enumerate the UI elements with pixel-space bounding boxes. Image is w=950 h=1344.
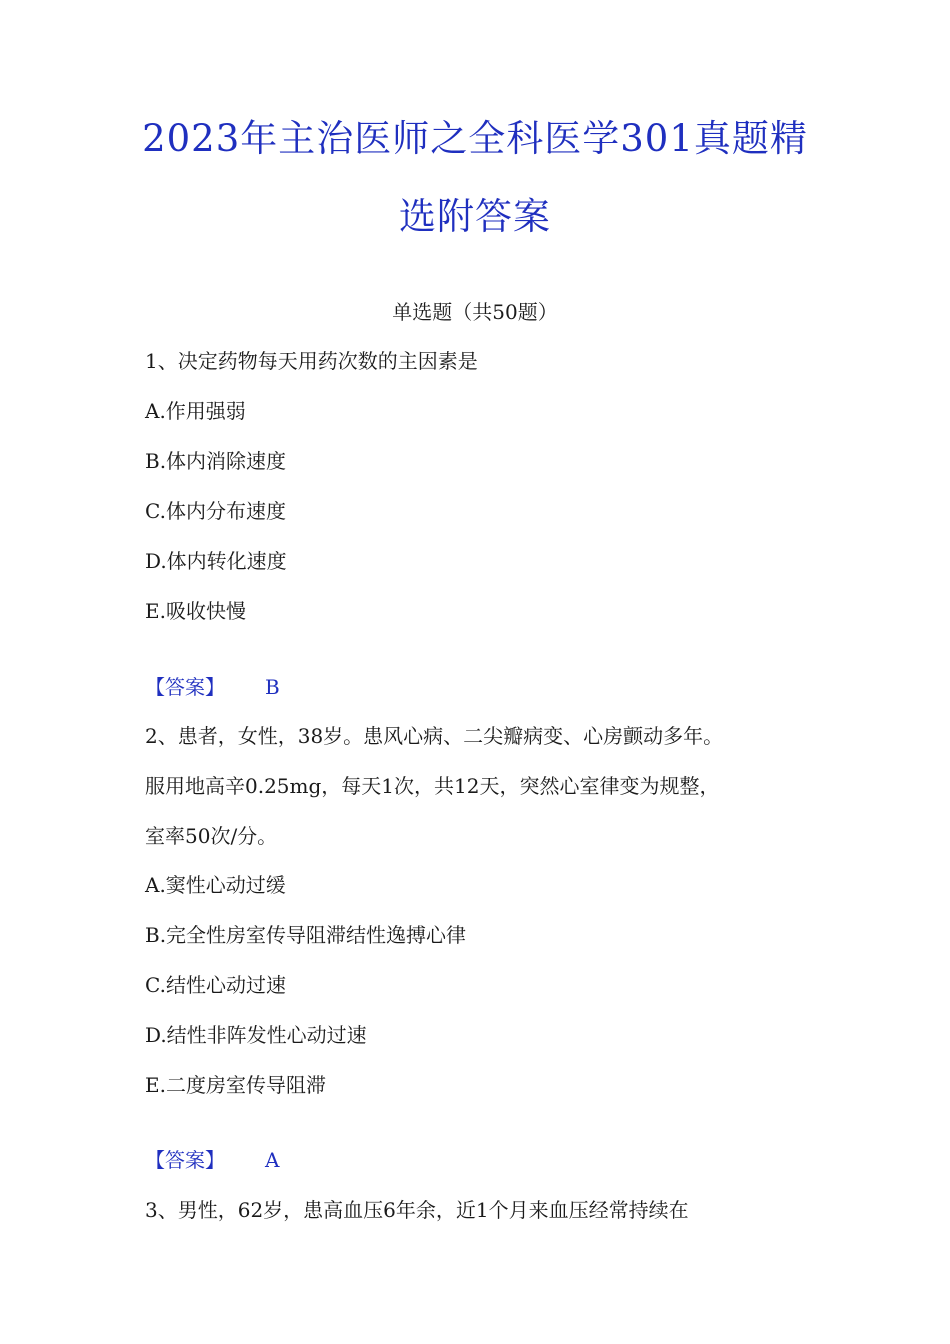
question-1-option-c: C.体内分布速度 <box>145 499 286 523</box>
section-heading: 单选题（共50题） <box>392 300 558 324</box>
question-1-stem: 1、决定药物每天用药次数的主因素是 <box>145 349 478 373</box>
answer-label: 【答案】 <box>145 675 225 699</box>
question-2-option-a: A.窦性心动过缓 <box>145 873 286 897</box>
question-2-option-b: B.完全性房室传导阻滞结性逸搏心律 <box>145 923 467 947</box>
document-title-line-1: 2023年主治医师之全科医学301真题精 <box>142 117 808 160</box>
question-2-stem-line-2: 服用地高辛0.25mg，每天1次，共12天，突然心室律变为规整， <box>145 774 720 798</box>
question-1-option-e: E.吸收快慢 <box>145 599 246 623</box>
question-2-option-c: C.结性心动过速 <box>145 973 286 997</box>
document-title-line-2: 选附答案 <box>399 195 551 238</box>
answer-label: 【答案】 <box>145 1148 225 1172</box>
question-2-stem-line-3: 室率50次/分。 <box>145 824 278 848</box>
question-2-answer <box>145 1144 279 1173</box>
question-2-stem-line-1: 2、患者，女性，38岁。患风心病、二尖瓣病变、心房颤动多年。 <box>145 724 724 748</box>
question-1-option-a: A.作用强弱 <box>145 399 246 423</box>
answer-value: B <box>265 675 280 699</box>
question-1-option-d: D.体内转化速度 <box>145 549 287 573</box>
question-1-option-b: B.体内消除速度 <box>145 449 287 473</box>
answer-value: A <box>265 1148 280 1172</box>
question-3-stem-line-1: 3、男性，62岁，患高血压6年余，近1个月来血压经常持续在 <box>145 1198 689 1222</box>
question-2-option-e: E.二度房室传导阻滞 <box>145 1073 326 1097</box>
question-2-option-d: D.结性非阵发性心动过速 <box>145 1023 367 1047</box>
question-1-answer <box>145 671 280 700</box>
